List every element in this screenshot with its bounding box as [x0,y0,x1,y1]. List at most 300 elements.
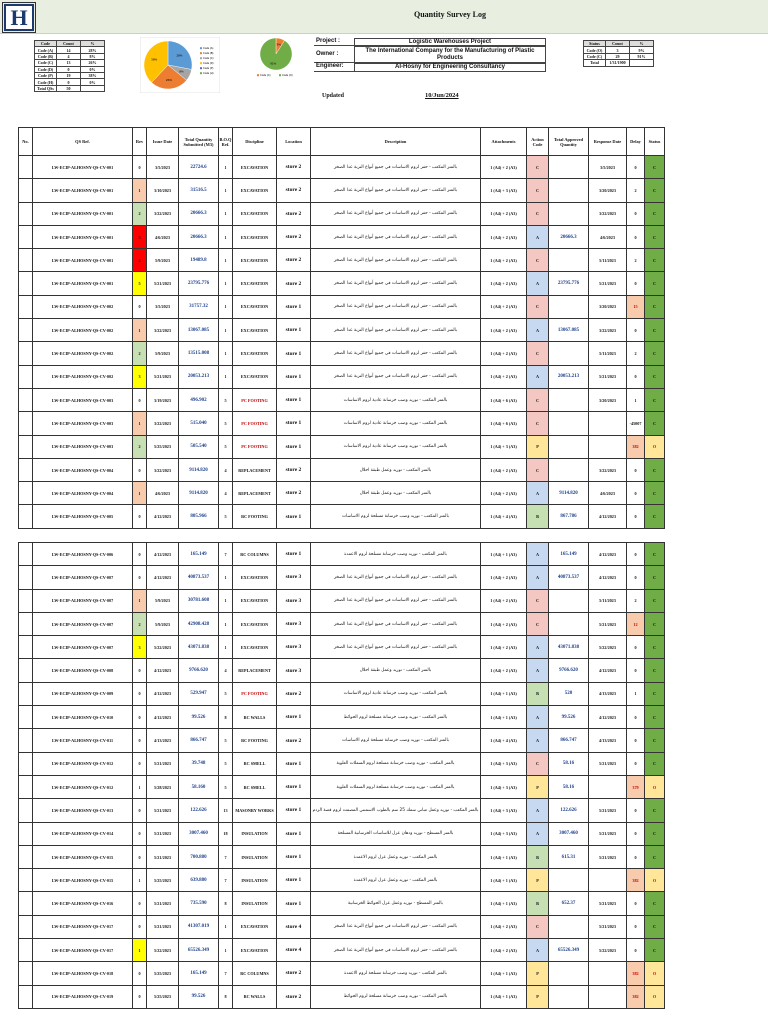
row-number [19,365,33,388]
codes-summary-cell: 14 [57,47,81,53]
delay: 0 [627,822,645,845]
discipline: EXCAVATION [233,272,277,295]
pie-slice-label: 38% [151,57,158,62]
description: بالمتر المكعب - توريد وصب خرسانة مسلحة لزوم السملات العلوية [311,775,481,798]
action-code: C [527,589,549,612]
discipline: PC FOOTING [233,388,277,411]
attachments: 1 (A4) + 2 (A3) [481,589,527,612]
approved-quantity: 58.16 [549,775,589,798]
location: store 1 [277,505,311,528]
delay: 382 [627,435,645,458]
status-summary-header-cell: Count [606,41,630,47]
qs-ref: LW-ECIP-ALHOSNY-QS-CV-007 [33,612,133,635]
issue-date: 3/5/2023 [147,295,179,318]
row-number [19,822,33,845]
action-code: P [527,775,549,798]
submitted-quantity: 9766.620 [179,659,219,682]
location: store 1 [277,706,311,729]
approved-quantity [549,458,589,481]
boq-ref: 1 [219,156,233,179]
discipline: RC FOOTING [233,729,277,752]
description: بالمتر المكعب - توريد وصب خرسانة عادية لزوم الاساسات [311,412,481,435]
column-header: Description [311,128,481,156]
table-row [19,706,665,729]
action-code: P [527,435,549,458]
status: C [645,295,665,318]
description: بالمتر المكعب - حفر لزوم الاساسات في جميع أنواع التربة عدا الصخر [311,612,481,635]
attachments: 1 (A4) + 3 (A3) [481,179,527,202]
boq-ref: 8 [219,985,233,1008]
qs-ref: LW-ECIP-ALHOSNY-QS-CV-010 [33,706,133,729]
location: store 1 [277,752,311,775]
row-number [19,636,33,659]
log-table-section-2 [18,542,665,1009]
approved-quantity: 615.31 [549,845,589,868]
discipline: RC COLUMNS [233,962,277,985]
codes-summary-cell: Code (A) [35,47,57,53]
qs-ref: LW-ECIP-ALHOSNY-QS-CV-011 [33,729,133,752]
status-summary-header-cell: Status [584,41,606,47]
table-row [19,659,665,682]
column-header: B.O.Q Ref. [219,128,233,156]
attachments: 1 (A4) + 2 (A3) [481,156,527,179]
revision: 0 [133,706,147,729]
revision: 0 [133,822,147,845]
table-row [19,482,665,505]
status: C [645,706,665,729]
approved-quantity [549,962,589,985]
boq-ref: 13 [219,799,233,822]
boq-ref: 1 [219,636,233,659]
boq-ref: 1 [219,342,233,365]
pie-slice-label: 8% [179,69,184,74]
qs-ref: LW-ECIP-ALHOSNY-QS-CV-006 [33,543,133,566]
delay: 382 [627,962,645,985]
location: store 3 [277,659,311,682]
submitted-quantity: 39.748 [179,752,219,775]
description: بالمتر المكعب - حفر لزوم الاساسات في جميع أنواع التربة عدا الصخر [311,566,481,589]
boq-ref: 1 [219,249,233,272]
column-header: Delay [627,128,645,156]
table-row [19,342,665,365]
response-date: 5/22/2023 [589,939,627,962]
response-date: 5/21/2023 [589,365,627,388]
revision: 0 [133,458,147,481]
codes-summary-cell: Code (P) [35,72,57,78]
table-row [19,682,665,705]
row-number [19,179,33,202]
approved-quantity: 20053.213 [549,365,589,388]
location: store 2 [277,729,311,752]
status: C [645,822,665,845]
qs-ref: LW-ECIP-ALHOSNY-QS-CV-003 [33,412,133,435]
response-date: 5/21/2023 [589,272,627,295]
boq-ref: 1 [219,319,233,342]
location: store 3 [277,589,311,612]
discipline: RC FOOTING [233,505,277,528]
approved-quantity [549,612,589,635]
response-date [589,962,627,985]
revision: 0 [133,985,147,1008]
table-row [19,939,665,962]
row-number [19,939,33,962]
location: store 2 [277,682,311,705]
codes-summary-cell: 0 [57,79,81,85]
svg-text:Code (O): Code (O) [282,74,293,77]
approved-quantity [549,156,589,179]
location: store 1 [277,319,311,342]
delay: 0 [627,939,645,962]
discipline: INSULATION [233,869,277,892]
issue-date: 5/21/2023 [147,845,179,868]
revision: 5 [133,272,147,295]
qs-ref: LW-ECIP-ALHOSNY-QS-CV-001 [33,272,133,295]
discipline: EXCAVATION [233,249,277,272]
codes-summary-cell: Code (C) [35,60,57,66]
discipline: EXCAVATION [233,179,277,202]
issue-date: 5/25/2023 [147,869,179,892]
pie-legend-item [279,73,293,77]
issue-date: 4/12/2023 [147,682,179,705]
attachments: 1 (A4) + 1 (A3) [481,543,527,566]
issue-date: 4/6/2023 [147,482,179,505]
log-table-header [18,127,665,156]
issue-date: 5/21/2023 [147,365,179,388]
attachments: 1 (A4) + 2 (A3) [481,458,527,481]
status: C [645,915,665,938]
revision: 1 [133,869,147,892]
status: C [645,543,665,566]
submitted-quantity: 41307.019 [179,915,219,938]
location: store 2 [277,458,311,481]
discipline: PC FOOTING [233,435,277,458]
delay: 0 [627,799,645,822]
discipline: EXCAVATION [233,915,277,938]
submitted-quantity: 30781.608 [179,589,219,612]
row-number [19,659,33,682]
row-number [19,869,33,892]
issue-date: 5/25/2023 [147,962,179,985]
approved-quantity: 13067.085 [549,319,589,342]
table-row [19,869,665,892]
codes-summary-header-cell: Code [35,41,57,47]
svg-text:Code (A): Code (A) [203,47,214,50]
description: بالمتر المكعب - حفر لزوم الاساسات في جميع أنواع التربة عدا الصخر [311,249,481,272]
action-code: C [527,752,549,775]
description: بالمتر المكعب - حفر لزوم الاساسات في جميع أنواع التربة عدا الصخر [311,225,481,248]
boq-ref: 5 [219,729,233,752]
status: C [645,799,665,822]
row-number [19,272,33,295]
issue-date: 5/9/2023 [147,589,179,612]
location: store 2 [277,482,311,505]
location: store 3 [277,636,311,659]
approved-quantity: 20666.3 [549,225,589,248]
response-date: 5/22/2023 [589,636,627,659]
description: بالمتر المكعب - حفر لزوم الاساسات في جميع أنواع التربة عدا الصخر [311,365,481,388]
pie-legend-item [200,46,214,50]
row-number [19,342,33,365]
discipline: EXCAVATION [233,202,277,225]
row-number [19,962,33,985]
issue-date: 5/25/2023 [147,435,179,458]
column-header: QS Ref. [33,128,133,156]
location: store 3 [277,566,311,589]
table-row [19,962,665,985]
action-code: C [527,458,549,481]
delay: -45007 [627,412,645,435]
response-date: 3/22/2023 [589,458,627,481]
qs-ref: LW-ECIP-ALHOSNY-QS-CV-015 [33,869,133,892]
code-distribution-pie [140,37,220,93]
approved-quantity: 58.16 [549,752,589,775]
issue-date: 3/10/2023 [147,179,179,202]
description: بالمتر المكعب - توريد وصب خرسانة عادية لزوم الاساسات [311,435,481,458]
description: بالمتر المكعب - حفر لزوم الاساسات في جميع أنواع التربة عدا الصخر [311,272,481,295]
issue-date: 3/19/2023 [147,388,179,411]
discipline: EXCAVATION [233,636,277,659]
submitted-quantity: 99.526 [179,985,219,1008]
qs-ref: LW-ECIP-ALHOSNY-QS-CV-018 [33,962,133,985]
attachments: 1 (A4) + 3 (A3) [481,752,527,775]
description: بالمتر المكعب - حفر لزوم الاساسات في جميع أنواع التربة عدا الصخر [311,319,481,342]
description: بالمتر المكعب - حفر لزوم الاساسات في جميع أنواع التربة عدا الصخر [311,915,481,938]
response-date: 5/21/2023 [589,799,627,822]
approved-quantity [549,589,589,612]
column-header: Response Date [589,128,627,156]
pie-slice-label: 26% [165,77,172,82]
action-code: C [527,202,549,225]
discipline: EXCAVATION [233,939,277,962]
response-date: 4/12/2023 [589,566,627,589]
pie-slice-label: 91% [270,61,277,66]
column-header: Rev [133,128,147,156]
row-number [19,915,33,938]
action-code: C [527,179,549,202]
revision: 1 [133,482,147,505]
qs-ref: LW-ECIP-ALHOSNY-QS-CV-017 [33,939,133,962]
action-code: A [527,543,549,566]
row-number [19,319,33,342]
qs-ref: LW-ECIP-ALHOSNY-QS-CV-015 [33,845,133,868]
response-date [589,775,627,798]
revision: 0 [133,845,147,868]
pie-legend-item [200,51,214,55]
submitted-quantity: 31757.32 [179,295,219,318]
attachments: 1 (A4) + 1 (A3) [481,682,527,705]
location: store 2 [277,272,311,295]
pie-legend-item [200,61,214,65]
response-date: 4/13/2023 [589,729,627,752]
codes-summary-cell: 13 [57,60,81,66]
codes-summary-header-cell: % [81,41,105,47]
qs-ref: LW-ECIP-ALHOSNY-QS-CV-001 [33,249,133,272]
approved-quantity: 23795.776 [549,272,589,295]
response-date: 4/6/2023 [589,482,627,505]
issue-date: 4/12/2023 [147,505,179,528]
discipline: PC FOOTING [233,682,277,705]
submitted-quantity: 58.160 [179,775,219,798]
row-number [19,458,33,481]
column-header: Discipline [233,128,277,156]
action-code: C [527,412,549,435]
table-row [19,249,665,272]
qs-ref: LW-ECIP-ALHOSNY-QS-CV-001 [33,156,133,179]
attachments: 1 (A4) + 6 (A3) [481,388,527,411]
log-table-section-1 [18,155,665,529]
submitted-quantity: 43071.838 [179,636,219,659]
revision: 1 [133,179,147,202]
svg-text:Code (D): Code (D) [203,62,214,65]
column-header: No. [19,128,33,156]
codes-summary-cell [81,85,105,91]
svg-text:Code (H): Code (H) [203,72,214,75]
qs-ref: LW-ECIP-ALHOSNY-QS-CV-016 [33,892,133,915]
updated-label: Updated [322,93,345,99]
row-number [19,225,33,248]
action-code: C [527,249,549,272]
status: C [645,458,665,481]
submitted-quantity: 13067.085 [179,319,219,342]
issue-date: 3/5/2023 [147,156,179,179]
action-code: A [527,939,549,962]
discipline: EXCAVATION [233,612,277,635]
codes-summary-header-row [35,41,105,47]
issue-date: 5/21/2023 [147,915,179,938]
delay: 0 [627,319,645,342]
issue-date: 4/12/2023 [147,706,179,729]
location: store 2 [277,225,311,248]
table-row [19,365,665,388]
issue-date: 3/22/2023 [147,458,179,481]
description: بالمتر المكعب - حفر لزوم الاساسات في جميع أنواع التربة عدا الصخر [311,939,481,962]
approved-quantity [549,179,589,202]
description: بالمتر المكعب - حفر لزوم الاساسات في جميع أنواع التربة عدا الصخر [311,179,481,202]
description: بالمتر المكعب - حفر لزوم الاساسات في جميع أنواع التربة عدا الصخر [311,342,481,365]
issue-date: 4/12/2023 [147,659,179,682]
qs-ref: LW-ECIP-ALHOSNY-QS-CV-002 [33,319,133,342]
table-row [19,799,665,822]
issue-date: 5/21/2023 [147,799,179,822]
revision: 0 [133,729,147,752]
description: بالمتر المكعب - توريد وعمل عزل لزوم الاعمدة [311,869,481,892]
delay: 0 [627,543,645,566]
action-code: P [527,869,549,892]
description: بالمتر المكعب - توريد وصب خرسانة مسلحة لزوم الاساسات [311,505,481,528]
action-code: B [527,682,549,705]
table-row [19,388,665,411]
discipline: INSULATION [233,845,277,868]
status: C [645,249,665,272]
response-date: 4/12/2023 [589,706,627,729]
attachments: 1 (A4) + 2 (A3) [481,566,527,589]
delay: 1 [627,388,645,411]
delay: 15 [627,295,645,318]
table-row [19,892,665,915]
status: C [645,752,665,775]
status: O [645,775,665,798]
row-number [19,482,33,505]
description: بالمتر المكعب - توريد وعمل مباني سمك 25 سم بالطوب الاسمنتي المصمت لزوم قصة الردم [311,799,481,822]
action-code: P [527,962,549,985]
delay: 1 [627,682,645,705]
approved-quantity: 40873.537 [549,566,589,589]
response-date: 5/21/2023 [589,612,627,635]
codes-summary-cell: 8% [81,53,105,59]
pie-legend-item [200,56,214,60]
page-title: Quantity Survey Log [413,10,486,19]
discipline: EXCAVATION [233,342,277,365]
revision: 2 [133,435,147,458]
action-code: C [527,612,549,635]
response-date [589,985,627,1008]
discipline: EXCAVATION [233,225,277,248]
submitted-quantity: 122.626 [179,799,219,822]
revision: 0 [133,752,147,775]
description: بالمتر المكعب - توريد وصب خرسانة مسلحة لزوم الاعمدة [311,962,481,985]
delay: 12 [627,612,645,635]
codes-summary-row [35,72,105,78]
table-row [19,845,665,868]
row-number [19,775,33,798]
issue-date: 5/9/2023 [147,342,179,365]
issue-date: 4/6/2023 [147,225,179,248]
issue-date: 4/12/2023 [147,566,179,589]
codes-summary-cell: 4 [57,53,81,59]
issue-date: 5/21/2023 [147,892,179,915]
location: store 1 [277,822,311,845]
delay: 2 [627,342,645,365]
codes-summary-cell: 0 [57,66,81,72]
table-row [19,589,665,612]
revision: 0 [133,566,147,589]
codes-summary-cell: Code (H) [35,79,57,85]
table-row [19,295,665,318]
boq-ref: 7 [219,869,233,892]
attachments: 1 (A4) + 1 (A3) [481,706,527,729]
action-code: A [527,729,549,752]
revision: 0 [133,915,147,938]
row-number [19,543,33,566]
codes-summary-cell: Code (D) [35,66,57,72]
codes-summary-row [35,47,105,53]
status-summary-cell: Total [584,60,606,66]
status: C [645,589,665,612]
codes-summary-cell: Total QSs [35,85,57,91]
issue-date: 5/22/2023 [147,636,179,659]
row-number [19,892,33,915]
approved-quantity: 3007.460 [549,822,589,845]
location: store 2 [277,249,311,272]
action-code: C [527,388,549,411]
discipline: EXCAVATION [233,319,277,342]
action-code: A [527,365,549,388]
revision: 0 [133,682,147,705]
boq-ref: 7 [219,845,233,868]
boq-ref: 1 [219,939,233,962]
attachments: 1 (A4) + 1 (A3) [481,962,527,985]
owner-value: The International Company for the Manufacturing of Plastic Products [354,46,546,63]
action-code: A [527,225,549,248]
description: بالمتر المكعب - توريد وصب خرسانة مسلحة لزوم الاعمدة [311,543,481,566]
boq-ref: 5 [219,752,233,775]
discipline: RC WALLS [233,706,277,729]
table-row [19,752,665,775]
boq-ref: 1 [219,225,233,248]
boq-ref: 7 [219,962,233,985]
delay: 0 [627,505,645,528]
location: store 2 [277,962,311,985]
